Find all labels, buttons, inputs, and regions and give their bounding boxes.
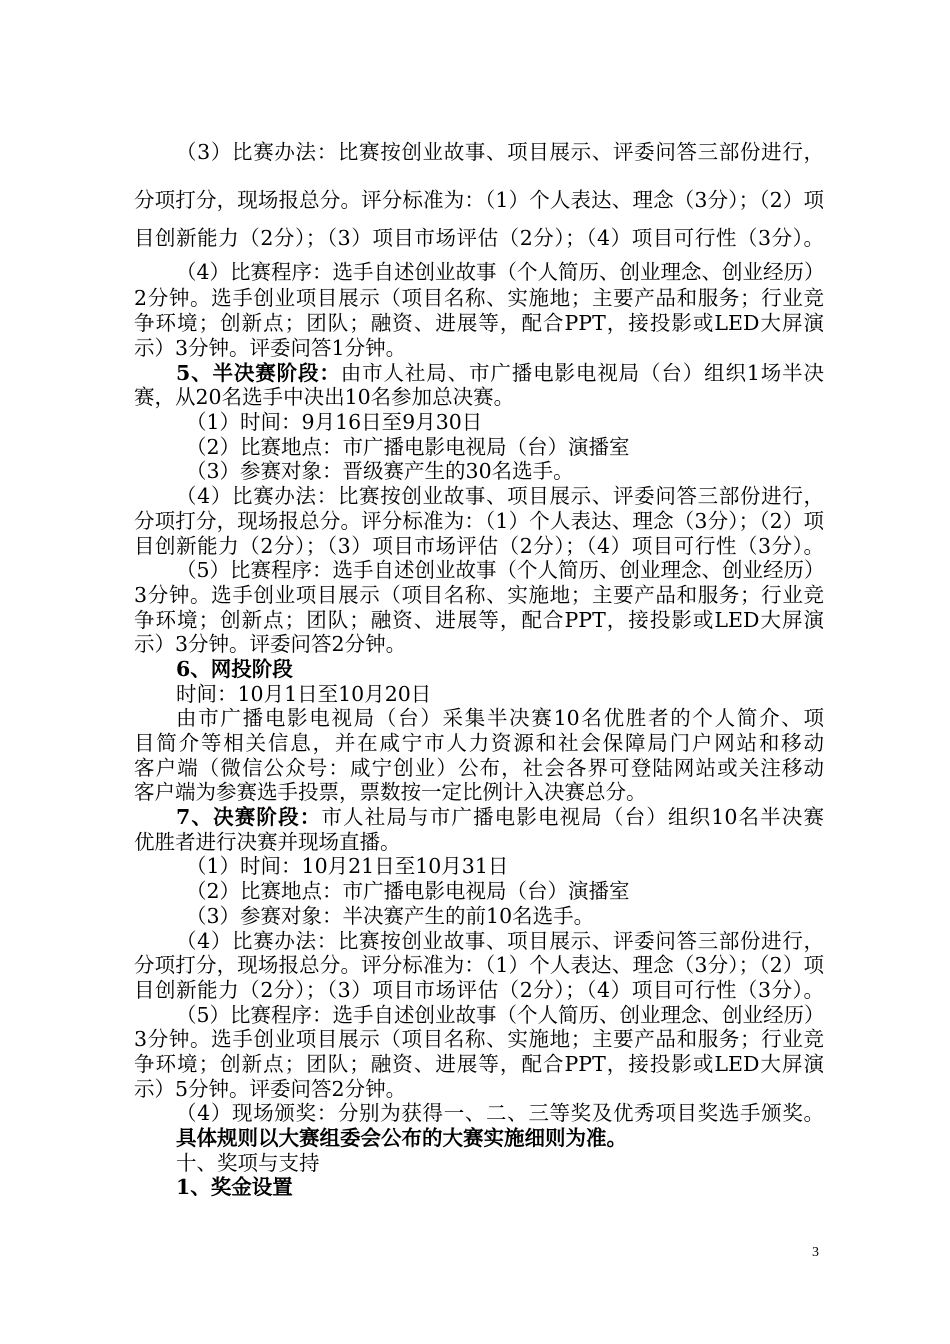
line-text: （3）参赛对象：晋级赛产生的30名选手。 [186,459,574,483]
line-text: （3）参赛对象：半决赛产生的前10名选手。 [186,904,595,928]
text-line [176,558,824,582]
line-text: 3分钟。选手创业项目展示（项目名称、实施地；主要产品和服务；行业竞 [134,1027,824,1051]
text-line [186,904,824,928]
bold-heading: 7、决赛阶段： [176,805,322,829]
text-line [134,953,824,977]
text-line [176,1126,824,1150]
line-text: 目创新能力（2分）；（3）项目市场评估（2分）；（4）项目可行性（3分）。 [134,978,824,1002]
line-text: 示）5分钟。评委问答2分钟。 [134,1077,407,1101]
line-text: 市人社局与市广播电影电视局（台）组织10名半决赛 [321,805,824,829]
text-line [186,459,824,483]
bold-heading: 6、网投阶段 [176,657,293,681]
text-line [176,805,824,829]
text-line [176,682,824,706]
line-text: （4）比赛办法：比赛按创业故事、项目展示、评委问答三部份进行， [176,929,824,953]
text-line [134,780,824,804]
line-text: 由市人社局、市广播电影电视局（台）组织1场半决 [340,361,824,385]
line-text: 客户端（微信公众号：咸宁创业）公布，社会各界可登陆网站或关注移动 [134,756,824,780]
text-line [134,830,824,854]
text-line [186,854,824,878]
line-text: （5）比赛程序：选手自述创业故事（个人简历、创业理念、创业经历） [176,558,825,582]
line-text: 优胜者进行决赛并现场直播。 [134,830,401,854]
text-line [134,1052,824,1076]
line-text: （4）比赛办法：比赛按创业故事、项目展示、评委问答三部份进行， [176,484,824,508]
text-line [176,657,824,681]
line-text: （2）比赛地点：市广播电影电视局（台）演播室 [186,879,630,903]
text-line [134,632,824,656]
text-line [176,1175,824,1199]
text-line [134,608,824,632]
line-text: 争环境；创新点；团队；融资、进展等，配合PPT，接投影或LED大屏演 [134,608,824,632]
line-text: 由市广播电影电视局（台）采集半决赛10名优胜者的个人简介、项 [176,706,824,730]
bold-heading: 1、奖金设置 [176,1175,293,1199]
text-line [134,385,824,409]
text-line [134,534,824,558]
text-line [134,731,824,755]
text-line [176,1151,824,1175]
text-line [176,140,824,164]
line-text: 争环境；创新点；团队；融资、进展等，配合PPT，接投影或LED大屏演 [134,1052,824,1076]
text-line [186,879,824,903]
text-line [176,361,824,385]
text-line [134,1027,824,1051]
line-text: 客户端为参赛选手投票，票数按一定比例计入决赛总分。 [134,780,647,804]
line-text: 时间：10月1日至10月20日 [176,682,432,706]
line-text: （3）比赛办法：比赛按创业故事、项目展示、评委问答三部份进行， [176,140,824,164]
line-text: 示）3分钟。评委问答2分钟。 [134,632,407,656]
text-line [186,435,824,459]
text-line [134,311,824,335]
line-text: 示）3分钟。评委问答1分钟。 [134,336,407,360]
line-text: 目简介等相关信息，并在咸宁市人力资源和社会保障局门户网站和移动 [134,731,824,755]
text-line [134,583,824,607]
line-text: 分项打分，现场报总分。评分标准为：（1）个人表达、理念（3分）；（2）项 [134,188,824,212]
line-text: 2分钟。选手创业项目展示（项目名称、实施地；主要产品和服务；行业竞 [134,286,824,310]
line-text: （5）比赛程序：选手自述创业故事（个人简历、创业理念、创业经历） [176,1003,825,1027]
text-line [134,336,824,360]
text-line [134,188,824,212]
line-text: 争环境；创新点；团队；融资、进展等，配合PPT，接投影或LED大屏演 [134,311,824,335]
text-line [134,1077,824,1101]
line-text: （1）时间：9月16日至9月30日 [186,410,483,434]
line-text: 目创新能力（2分）；（3）项目市场评估（2分）；（4）项目可行性（3分）。 [134,226,824,250]
line-text: 分项打分，现场报总分。评分标准为：（1）个人表达、理念（3分）；（2）项 [134,953,824,977]
text-line [134,978,824,1002]
line-text: 分项打分，现场报总分。评分标准为：（1）个人表达、理念（3分）；（2）项 [134,509,824,533]
bold-heading: 具体规则以大赛组委会公布的大赛实施细则为准。 [176,1126,627,1150]
text-line [176,260,824,284]
text-line [176,929,824,953]
text-line [186,410,824,434]
text-line [134,286,824,310]
line-text: （4）现场颁奖：分别为获得一、二、三等奖及优秀项目奖选手颁奖。 [176,1101,824,1125]
text-line [176,484,824,508]
line-text: 目创新能力（2分）；（3）项目市场评估（2分）；（4）项目可行性（3分）。 [134,534,824,558]
line-text: （1）时间：10月21日至10月31日 [186,854,509,878]
line-text: （4）比赛程序：选手自述创业故事（个人简历、创业理念、创业经历） [176,260,825,284]
page-number: 3 [812,1245,819,1260]
text-line [134,509,824,533]
line-text: 十、奖项与支持 [176,1151,320,1175]
text-line [134,226,824,250]
line-text: （2）比赛地点：市广播电影电视局（台）演播室 [186,435,630,459]
line-text: 3分钟。选手创业项目展示（项目名称、实施地；主要产品和服务；行业竞 [134,583,824,607]
text-line [176,1003,824,1027]
text-line [176,706,824,730]
bold-heading: 5、半决赛阶段： [176,361,341,385]
text-line [176,1101,824,1125]
line-text: 赛，从20名选手中决出10名参加总决赛。 [134,385,515,409]
text-line [134,756,824,780]
